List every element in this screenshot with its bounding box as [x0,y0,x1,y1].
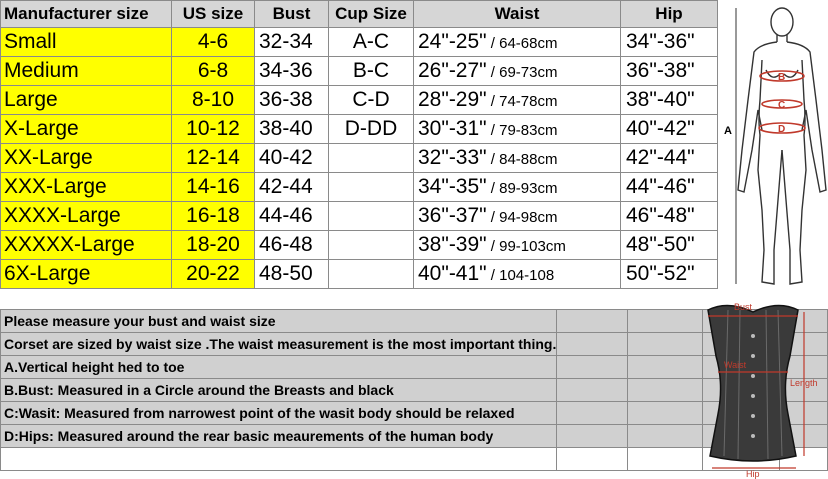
waist-size [414,57,621,86]
hip-size: 48"-50" [621,231,718,260]
hip-size: 34"-36" [621,28,718,57]
cup-size [329,260,414,289]
waist-cm: / 64-68cm [486,35,558,52]
waist-cm: / 84-88cm [486,151,558,168]
hip-size: 50"-52" [621,260,718,289]
note-text: A.Vertical height hed to toe [1,356,557,379]
bust-size: 48-50 [255,260,329,289]
cup-size: B-C [329,57,414,86]
cup-size: A-C [329,28,414,57]
waist-size [414,173,621,202]
corset-length-label: Length [790,378,818,388]
size-name: XXX-Large [1,173,172,202]
table-row [1,202,718,231]
cup-size [329,202,414,231]
waist-size [414,231,621,260]
waist-size [414,144,621,173]
waist-cm: / 89-93cm [486,180,558,197]
us-size: 8-10 [172,86,255,115]
note-text: Please measure your bust and waist size [1,310,557,333]
us-size: 20-22 [172,260,255,289]
header-cup-size: Cup Size [329,1,414,28]
table-row [1,173,718,202]
corset-waist-label: Waist [724,360,747,370]
label-b: B [778,72,786,83]
waist-size [414,28,621,57]
us-size: 18-20 [172,231,255,260]
waist-cm: / 94-98cm [486,209,558,226]
header-waist: Waist [414,1,621,28]
waist-inches: 28"-29" [418,88,487,111]
bust-size: 42-44 [255,173,329,202]
size-name: XX-Large [1,144,172,173]
cup-size [329,173,414,202]
waist-inches: 34"-35" [418,175,487,198]
bust-size: 46-48 [255,231,329,260]
bust-size: 44-46 [255,202,329,231]
bust-size: 34-36 [255,57,329,86]
waist-inches: 32"-33" [418,146,487,169]
waist-inches: 40"-41" [418,262,487,285]
cup-size [329,144,414,173]
us-size: 4-6 [172,28,255,57]
us-size: 14-16 [172,173,255,202]
hip-size: 36"-38" [621,57,718,86]
size-name: Small [1,28,172,57]
bust-size: 38-40 [255,115,329,144]
waist-inches: 30"-31" [418,117,487,140]
label-a: A [724,125,732,137]
hip-size: 38"-40" [621,86,718,115]
waist-size [414,202,621,231]
waist-size [414,86,621,115]
waist-inches: 24"-25" [418,30,487,53]
corset-measurement-diagram [678,296,828,479]
waist-cm: / 104-108 [486,267,555,284]
table-row [1,231,718,260]
header-us-size: US size [172,1,255,28]
us-size: 12-14 [172,144,255,173]
size-name: XXXX-Large [1,202,172,231]
label-d: D [778,124,786,135]
hip-size: 40"-42" [621,115,718,144]
table-row [1,57,718,86]
header-bust: Bust [255,1,329,28]
size-name: X-Large [1,115,172,144]
waist-cm: / 74-78cm [486,93,558,110]
waist-size [414,260,621,289]
body-measurement-diagram [722,0,828,292]
cup-size [329,231,414,260]
note-text: D:Hips: Measured around the rear basic meaurements of the human body [1,425,557,448]
waist-inches: 38"-39" [418,233,487,256]
waist-cm: / 69-73cm [486,64,558,81]
us-size: 16-18 [172,202,255,231]
hip-size: 42"-44" [621,144,718,173]
corset-hip-label: Hip [746,469,760,479]
bust-size: 40-42 [255,144,329,173]
header-hip: Hip [621,1,718,28]
cup-size: C-D [329,86,414,115]
waist-inches: 26"-27" [418,59,487,82]
table-row [1,115,718,144]
cup-size: D-DD [329,115,414,144]
hip-size: 46"-48" [621,202,718,231]
waist-inches: 36"-37" [418,204,487,227]
header-manufacturer-size: Manufacturer size [1,1,172,28]
note-text: Corset are sized by waist size .The waist measurement is the most important thing. [1,333,557,356]
label-c: C [778,100,786,111]
size-name: 6X-Large [1,260,172,289]
waist-cm: / 99-103cm [486,238,566,255]
us-size: 6-8 [172,57,255,86]
bust-size: 32-34 [255,28,329,57]
table-row [1,144,718,173]
bust-size: 36-38 [255,86,329,115]
note-text: B.Bust: Measured in a Circle around the Breasts and black [1,379,557,402]
waist-cm: / 79-83cm [486,122,558,139]
table-row [1,260,718,289]
size-chart-header-row [1,1,718,28]
size-name: XXXXX-Large [1,231,172,260]
table-row [1,28,718,57]
corset-bust-label: Bust [734,302,753,312]
size-name: Large [1,86,172,115]
hip-size: 44"-46" [621,173,718,202]
us-size: 10-12 [172,115,255,144]
waist-size [414,115,621,144]
table-row [1,86,718,115]
note-text: C:Wasit: Measured from narrowest point of the wasit body should be relaxed [1,402,557,425]
size-name: Medium [1,57,172,86]
